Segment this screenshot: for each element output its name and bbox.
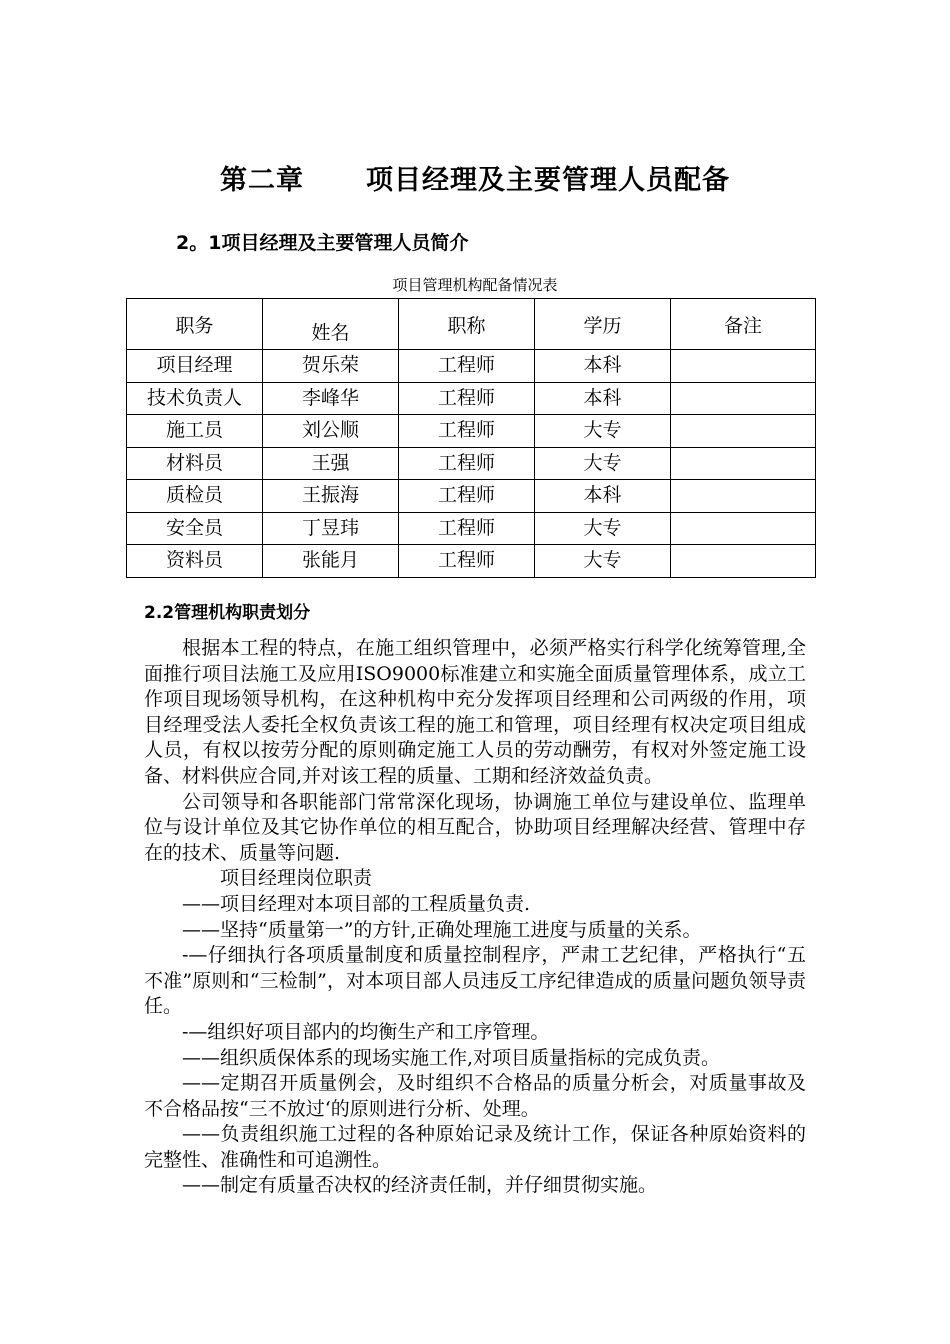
duty-item: ——组织质保体系的现场实施工作,对项目质量指标的完成负责。 — [182, 1046, 721, 1069]
duty-item: ——制定有质量否决权的经济责任制，并仔细贯彻实施。 — [182, 1174, 658, 1197]
cell-education: 本科 — [535, 350, 671, 383]
duty-item: ——负责组织施工过程的各种原始记录及统计工作，保证各种原始资料的完整性、准确性和可追溯性。 — [144, 1123, 806, 1171]
section-body — [144, 636, 806, 1199]
staff-table — [126, 298, 816, 578]
duty-item: -—仔细执行各项质量制度和质量控制程序，严肃工艺纪律，严格执行“五不准”原则和“三检制”，对本项目部人员违反工序纪律造成的质量问题负领导责任。 — [144, 944, 806, 1018]
cell-name: 王强 — [263, 447, 399, 480]
cell-title: 工程师 — [399, 512, 535, 545]
cell-position: 资料员 — [127, 545, 263, 578]
cell-title: 工程师 — [399, 545, 535, 578]
table-caption: 项目管理机构配备情况表 — [392, 276, 558, 294]
cell-remarks — [671, 480, 816, 513]
cell-remarks — [671, 545, 816, 578]
cell-education: 大专 — [535, 512, 671, 545]
cell-remarks — [671, 350, 816, 383]
header-remarks: 备注 — [671, 299, 816, 350]
duties-subheading: 项目经理岗位职责 — [220, 867, 373, 890]
cell-name: 李峰华 — [263, 382, 399, 415]
duty-item: ——坚持“质量第一”的方针,正确处理施工进度与质量的关系。 — [182, 918, 702, 941]
paragraph-1: 根据本工程的特点，在施工组织管理中，必须严格实行科学化统筹管理,全面推行项目法施工及应用ISO9000标准建立和实施全面质量管理体系，成立工作项目现场领导机构，在这种机构中充分发挥项目经理和公司两级的作用，项目经理受法人委托全权负责该工程的施工和管理，项目经理有权决定项目组成人员，有权以按劳分配的原则确定施工人员的劳动酬劳，有权对外签定施工设备、材料供应合同,并对该工程的质量、工期和经济效益负责。 — [144, 637, 806, 787]
cell-position: 项目经理 — [127, 350, 263, 383]
cell-remarks — [671, 512, 816, 545]
cell-name: 丁昱玮 — [263, 512, 399, 545]
header-position: 职务 — [127, 299, 263, 350]
cell-name: 王振海 — [263, 480, 399, 513]
cell-education: 大专 — [535, 415, 671, 448]
cell-position: 技术负责人 — [127, 382, 263, 415]
cell-name: 刘公顺 — [263, 415, 399, 448]
cell-remarks — [671, 382, 816, 415]
cell-education: 本科 — [535, 480, 671, 513]
cell-remarks — [671, 447, 816, 480]
table-header-row — [127, 299, 816, 350]
cell-title: 工程师 — [399, 447, 535, 480]
duty-item: -—组织好项目部内的均衡生产和工序管理。 — [182, 1020, 550, 1043]
cell-position: 施工员 — [127, 415, 263, 448]
table-row — [127, 350, 816, 383]
cell-position: 安全员 — [127, 512, 263, 545]
duties-list — [144, 892, 806, 1199]
table-row — [127, 480, 816, 513]
cell-education: 大专 — [535, 545, 671, 578]
cell-title: 工程师 — [399, 480, 535, 513]
table-body — [127, 350, 816, 578]
cell-name: 张能月 — [263, 545, 399, 578]
table-row — [127, 512, 816, 545]
header-name: 姓名 — [263, 299, 399, 350]
header-title: 职称 — [399, 299, 535, 350]
cell-name: 贺乐荣 — [263, 350, 399, 383]
table-row — [127, 447, 816, 480]
section-heading-2-2: 2.2管理机构职责划分 — [144, 603, 311, 623]
cell-position: 质检员 — [127, 480, 263, 513]
header-education: 学历 — [535, 299, 671, 350]
cell-remarks — [671, 415, 816, 448]
chapter-title — [0, 158, 950, 197]
paragraph-2: 公司领导和各职能部门常常深化现场，协调施工单位与建设单位、监理单位与设计单位及其它协作单位的相互配合，协助项目经理解决经营、管理中存在的技术、质量等问题. — [144, 790, 806, 864]
chapter-label: 第二章 — [220, 165, 304, 196]
duty-item: ——定期召开质量例会，及时组织不合格品的质量分析会，对质量事故及不合格品按“三不放过‘的原则进行分析、处理。 — [144, 1072, 806, 1120]
table-row — [127, 415, 816, 448]
cell-education: 本科 — [535, 382, 671, 415]
table-row — [127, 382, 816, 415]
section-heading-2-1: 2。1项目经理及主要管理人员简介 — [176, 232, 469, 254]
duty-item: ——项目经理对本项目部的工程质量负责. — [182, 892, 531, 915]
cell-education: 大专 — [535, 447, 671, 480]
cell-position: 材料员 — [127, 447, 263, 480]
cell-title: 工程师 — [399, 382, 535, 415]
cell-title: 工程师 — [399, 350, 535, 383]
table-row — [127, 545, 816, 578]
chapter-name: 项目经理及主要管理人员配备 — [366, 165, 730, 196]
cell-title: 工程师 — [399, 415, 535, 448]
